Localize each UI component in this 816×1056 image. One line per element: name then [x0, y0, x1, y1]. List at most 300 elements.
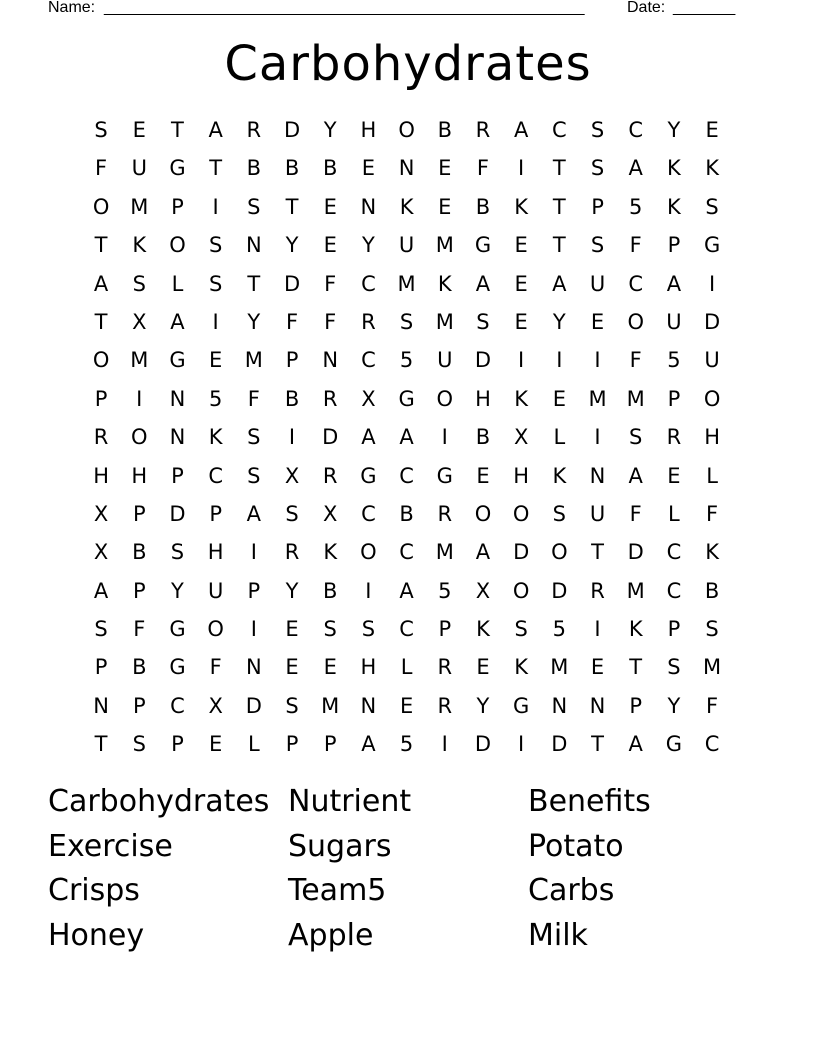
grid-letter: K	[208, 425, 223, 450]
grid-letter: U	[704, 348, 720, 373]
grid-letter: N	[322, 348, 339, 373]
grid-letter: M	[703, 655, 722, 680]
grid-letter: I	[136, 386, 143, 411]
grid-letter: E	[209, 732, 223, 757]
grid-letter: G	[169, 655, 186, 680]
grid-letter: E	[514, 271, 528, 296]
grid-letter: A	[475, 540, 491, 565]
date-blank-line: _______	[673, 0, 736, 16]
grid-letter: 5	[399, 732, 414, 757]
grid-letter: A	[666, 271, 682, 296]
grid-letter: I	[556, 348, 563, 373]
grid-letter: B	[284, 386, 300, 411]
grid-letter: N	[360, 693, 377, 718]
grid-letter: X	[361, 386, 376, 411]
grid-letter: U	[666, 309, 682, 334]
grid-letter: B	[132, 655, 147, 680]
grid-row	[82, 111, 732, 149]
grid-letter: R	[590, 578, 605, 603]
grid-letter: H	[513, 463, 530, 488]
grid-letter: F	[133, 617, 146, 642]
grid-letter: C	[666, 540, 682, 565]
grid-letter: A	[628, 732, 643, 757]
grid-letter: T	[629, 655, 643, 680]
grid-letter: X	[475, 578, 491, 603]
grid-letter: G	[169, 617, 186, 642]
grid-letter: A	[475, 271, 491, 296]
grid-letter: T	[94, 233, 108, 258]
grid-letter: P	[667, 386, 681, 411]
grid-letter: S	[590, 233, 605, 258]
grid-letter: K	[667, 194, 681, 219]
grid-letter: E	[285, 617, 299, 642]
grid-letter: F	[95, 156, 108, 181]
grid-letter: G	[360, 463, 377, 488]
grid-letter: B	[399, 501, 414, 526]
grid-letter: G	[169, 156, 186, 181]
grid-letter: Y	[552, 309, 566, 334]
name-blank-line: ______________________________________________________	[104, 0, 585, 16]
grid-letter: B	[704, 578, 720, 603]
grid-letter: Y	[476, 693, 490, 718]
grid-letter: E	[514, 309, 528, 334]
grid-letter: 5	[629, 194, 643, 219]
word-list-item: Potato	[528, 828, 624, 864]
grid-letter: E	[323, 655, 337, 680]
grid-letter: C	[399, 540, 414, 565]
grid-letter: O	[360, 540, 377, 565]
grid-letter: F	[629, 348, 642, 373]
grid-letter: B	[475, 194, 491, 219]
grid-letter: E	[705, 118, 719, 142]
grid-letter: I	[365, 578, 372, 603]
grid-letter: F	[285, 309, 299, 334]
grid-letter: X	[93, 501, 109, 526]
word-list-item: Carbohydrates	[48, 784, 270, 819]
grid-letter: P	[667, 233, 681, 258]
grid-letter: T	[552, 233, 566, 258]
grid-letter: A	[399, 578, 414, 603]
grid-letter: S	[552, 501, 567, 526]
grid-letter: Y	[171, 578, 184, 603]
grid-letter: K	[132, 233, 147, 258]
grid-letter: H	[93, 463, 109, 488]
grid-letter: S	[247, 194, 261, 219]
grid-letter: O	[512, 501, 530, 526]
grid-row	[82, 725, 732, 763]
grid-row	[82, 380, 732, 418]
grid-letter: F	[706, 693, 719, 718]
grid-letter: H	[131, 463, 148, 488]
grid-letter: M	[588, 386, 607, 411]
grid-letter: E	[552, 386, 566, 411]
grid-letter: L	[400, 655, 413, 680]
grid-letter: S	[667, 655, 681, 680]
grid-letter: P	[132, 693, 146, 718]
grid-letter: K	[514, 386, 529, 411]
grid-letter: S	[323, 617, 337, 642]
grid-letter: K	[667, 156, 681, 181]
grid-letter: N	[245, 233, 262, 258]
grid-letter: T	[247, 271, 261, 296]
grid-letter: N	[169, 386, 186, 411]
grid-letter: H	[475, 386, 491, 411]
grid-letter: B	[284, 156, 300, 181]
grid-letter: N	[169, 425, 186, 450]
grid-letter: B	[246, 156, 262, 181]
grid-row	[82, 188, 732, 226]
grid-letter: R	[322, 386, 338, 411]
grid-letter: P	[171, 732, 184, 757]
grid-letter: D	[551, 578, 568, 603]
grid-letter: M	[321, 693, 340, 718]
date-label: Date:	[627, 0, 666, 16]
grid-letter: U	[398, 233, 415, 258]
grid-letter: M	[397, 271, 416, 296]
grid-row	[82, 687, 732, 725]
grid-letter: D	[704, 309, 721, 334]
grid-letter: M	[626, 386, 645, 411]
grid-letter: A	[552, 271, 567, 296]
grid-letter: S	[514, 617, 528, 642]
grid-letter: E	[476, 463, 490, 488]
grid-letter: K	[437, 271, 452, 296]
grid-letter: T	[171, 118, 184, 142]
grid-letter: D	[245, 693, 262, 718]
grid-letter: C	[704, 732, 720, 757]
grid-letter: L	[171, 271, 184, 296]
grid-letter: K	[705, 540, 719, 565]
grid-letter: N	[589, 693, 606, 718]
word-list-item: Team5	[288, 873, 387, 909]
grid-letter: 5	[667, 348, 681, 373]
grid-letter: M	[130, 194, 149, 219]
grid-letter: K	[476, 617, 490, 642]
grid-letter: I	[212, 309, 219, 334]
grid-letter: M	[626, 578, 645, 603]
grid-letter: X	[208, 693, 223, 718]
grid-letter: P	[209, 501, 222, 526]
grid-letter: S	[399, 309, 414, 334]
grid-letter: M	[130, 348, 149, 373]
grid-letter: A	[361, 732, 376, 757]
grid-letter: S	[285, 501, 299, 526]
grid-letter: A	[361, 425, 376, 450]
grid-letter: I	[594, 348, 601, 373]
grid-letter: I	[518, 732, 525, 757]
grid-letter: K	[514, 655, 529, 680]
grid-letter: N	[589, 463, 606, 488]
grid-letter: O	[207, 617, 224, 642]
grid-letter: R	[437, 655, 453, 680]
grid-letter: 5	[399, 348, 414, 373]
grid-letter: P	[171, 463, 184, 488]
grid-letter: K	[552, 463, 567, 488]
grid-row	[82, 457, 732, 495]
grid-letter: I	[441, 732, 448, 757]
grid-letter: O	[169, 233, 186, 258]
grid-row	[82, 648, 732, 686]
grid-letter: P	[667, 617, 681, 642]
grid-letter: C	[666, 578, 682, 603]
grid-letter: B	[132, 540, 147, 565]
grid-letter: O	[398, 118, 415, 142]
grid-letter: G	[169, 348, 186, 373]
grid-letter: D	[169, 501, 186, 526]
grid-letter: P	[171, 194, 184, 219]
grid-row	[82, 495, 732, 533]
grid-row	[82, 572, 732, 610]
grid-letter: S	[132, 271, 146, 296]
grid-letter: E	[285, 655, 299, 680]
grid-letter: E	[590, 309, 605, 334]
grid-letter: E	[323, 233, 337, 258]
grid-letter: A	[170, 309, 185, 334]
grid-letter: A	[399, 425, 414, 450]
word-list-item: Carbs	[528, 873, 615, 909]
grid-letter: A	[93, 271, 109, 296]
grid-letter: R	[437, 501, 453, 526]
grid-letter: C	[361, 348, 376, 373]
grid-letter: G	[474, 233, 492, 258]
grid-letter: P	[132, 501, 146, 526]
grid-letter: R	[246, 118, 262, 142]
grid-letter: M	[435, 540, 454, 565]
grid-letter: D	[474, 732, 492, 757]
grid-letter: C	[628, 271, 644, 296]
grid-letter: M	[244, 348, 263, 373]
grid-letter: K	[399, 194, 414, 219]
grid-letter: P	[438, 617, 452, 642]
grid-letter: T	[209, 156, 223, 181]
grid-letter: S	[208, 233, 223, 258]
grid-letter: P	[247, 578, 261, 603]
grid-letter: N	[245, 655, 262, 680]
grid-letter: M	[435, 309, 454, 334]
grid-letter: Y	[361, 233, 375, 258]
grid-letter: E	[361, 156, 376, 181]
word-list-item: Crisps	[48, 873, 140, 909]
grid-letter: S	[94, 118, 108, 142]
grid-letter: G	[703, 233, 721, 258]
grid-letter: T	[591, 540, 604, 565]
grid-letter: G	[513, 693, 530, 718]
grid-letter: H	[360, 655, 377, 680]
grid-letter: H	[360, 118, 377, 142]
grid-letter: U	[131, 156, 147, 181]
grid-letter: I	[518, 348, 525, 373]
grid-letter: K	[514, 194, 529, 219]
grid-letter: A	[513, 118, 529, 142]
grid-letter: S	[361, 617, 376, 642]
grid-letter: F	[324, 271, 337, 296]
grid-letter: H	[704, 425, 720, 450]
grid-letter: D	[322, 425, 339, 450]
grid-letter: G	[665, 732, 683, 757]
grid-letter: M	[550, 655, 569, 680]
grid-letter: P	[132, 578, 146, 603]
grid-letter: S	[285, 693, 299, 718]
grid-letter: C	[399, 463, 414, 488]
grid-letter: C	[628, 118, 644, 142]
grid-letter: D	[551, 732, 568, 757]
grid-letter: B	[323, 578, 338, 603]
grid-letter: P	[94, 655, 108, 680]
grid-letter: E	[132, 118, 146, 142]
grid-letter: X	[323, 501, 338, 526]
grid-letter: E	[438, 194, 452, 219]
grid-letter: H	[207, 540, 224, 565]
grid-letter: S	[94, 617, 108, 642]
grid-letter: E	[667, 463, 681, 488]
grid-letter: 5	[552, 617, 567, 642]
grid-letter: I	[594, 617, 601, 642]
grid-letter: T	[552, 194, 566, 219]
grid-letter: T	[94, 309, 108, 334]
grid-letter: S	[705, 194, 719, 219]
grid-letter: O	[474, 501, 492, 526]
grid-letter: S	[247, 463, 261, 488]
grid-letter: F	[476, 156, 490, 181]
grid-row	[82, 533, 732, 571]
grid-letter: 5	[208, 386, 223, 411]
grid-letter: B	[323, 156, 338, 181]
grid-letter: S	[132, 732, 146, 757]
grid-letter: O	[703, 386, 721, 411]
grid-letter: L	[247, 732, 260, 757]
grid-letter: Y	[285, 233, 299, 258]
word-list-item: Benefits	[528, 784, 651, 819]
grid-letter: S	[208, 271, 223, 296]
grid-letter: U	[589, 501, 606, 526]
grid-letter: F	[209, 655, 222, 680]
grid-letter: I	[708, 271, 716, 296]
grid-letter: S	[590, 156, 605, 181]
name-label: Name:	[48, 0, 96, 16]
grid-letter: O	[627, 309, 644, 334]
grid-letter: I	[288, 425, 296, 450]
grid-letter: P	[94, 386, 108, 411]
grid-letter: X	[513, 425, 529, 450]
grid-letter: C	[361, 501, 376, 526]
grid-letter: A	[628, 156, 643, 181]
grid-letter: U	[589, 271, 606, 296]
grid-letter: Y	[323, 118, 337, 142]
grid-letter: C	[399, 617, 414, 642]
grid-letter: E	[209, 348, 223, 373]
grid-letter: F	[247, 386, 260, 411]
grid-letter: E	[399, 693, 414, 718]
grid-letter: P	[285, 732, 299, 757]
grid-letter: C	[170, 693, 185, 718]
grid-letter: R	[437, 693, 453, 718]
grid-letter: L	[668, 501, 680, 526]
grid-row	[82, 226, 732, 264]
grid-letter: K	[323, 540, 338, 565]
grid-letter: E	[438, 156, 452, 181]
grid-letter: X	[284, 463, 300, 488]
grid-letter: R	[284, 540, 300, 565]
grid-letter: A	[93, 578, 109, 603]
grid-row	[82, 610, 732, 648]
word-list-item: Apple	[288, 918, 374, 954]
grid-letter: S	[247, 425, 261, 450]
grid-row	[82, 149, 732, 187]
grid-letter: B	[437, 118, 452, 142]
grid-letter: I	[518, 156, 525, 181]
word-list-item: Nutrient	[288, 784, 412, 819]
grid-letter: Y	[667, 118, 681, 142]
grid-letter: C	[361, 271, 376, 296]
word-list-item: Exercise	[48, 828, 173, 864]
grid-letter: D	[283, 271, 301, 296]
grid-letter: T	[94, 732, 108, 757]
word-list	[48, 780, 768, 959]
grid-letter: D	[627, 540, 644, 565]
grid-letter: O	[92, 194, 110, 219]
grid-letter: Y	[247, 309, 261, 334]
grid-letter: E	[476, 655, 490, 680]
grid-letter: C	[208, 463, 223, 488]
page-title: Carbohydrates	[224, 36, 592, 92]
grid-letter: R	[666, 425, 682, 450]
grid-letter: B	[475, 425, 491, 450]
letter-grid	[82, 111, 732, 764]
grid-letter: S	[170, 540, 185, 565]
grid-row	[82, 341, 732, 379]
grid-letter: F	[629, 233, 642, 258]
grid-letter: X	[132, 309, 147, 334]
grid-letter: K	[628, 617, 643, 642]
grid-letter: U	[207, 578, 224, 603]
grid-letter: N	[93, 693, 109, 718]
grid-letter: T	[591, 732, 604, 757]
grid-letter: N	[398, 156, 415, 181]
grid-letter: R	[475, 118, 491, 142]
grid-letter: G	[436, 463, 453, 488]
grid-letter: P	[591, 194, 604, 219]
grid-letter: I	[250, 540, 257, 565]
grid-row	[82, 265, 732, 303]
word-list-item: Milk	[528, 918, 588, 954]
grid-letter: Y	[667, 693, 681, 718]
grid-letter: T	[285, 194, 299, 219]
grid-letter: T	[552, 156, 566, 181]
word-list-item: Sugars	[288, 828, 392, 864]
grid-letter: S	[629, 425, 643, 450]
grid-letter: E	[323, 194, 337, 219]
grid-letter: P	[629, 693, 643, 718]
grid-letter: S	[705, 617, 719, 642]
grid-letter: O	[131, 425, 148, 450]
grid-letter: D	[474, 348, 492, 373]
grid-letter: A	[246, 501, 262, 526]
grid-letter: N	[360, 194, 377, 219]
grid-letter: K	[705, 156, 719, 181]
grid-letter: L	[553, 425, 566, 450]
grid-row	[82, 418, 732, 456]
grid-letter: A	[208, 118, 223, 142]
grid-letter: P	[323, 732, 337, 757]
grid-letter: R	[93, 425, 109, 450]
grid-letter: N	[551, 693, 568, 718]
grid-letter: I	[212, 194, 219, 219]
grid-letter: A	[628, 463, 643, 488]
grid-letter: G	[398, 386, 415, 411]
grid-letter: O	[92, 348, 110, 373]
grid-letter: X	[93, 540, 109, 565]
grid-letter: S	[476, 309, 490, 334]
